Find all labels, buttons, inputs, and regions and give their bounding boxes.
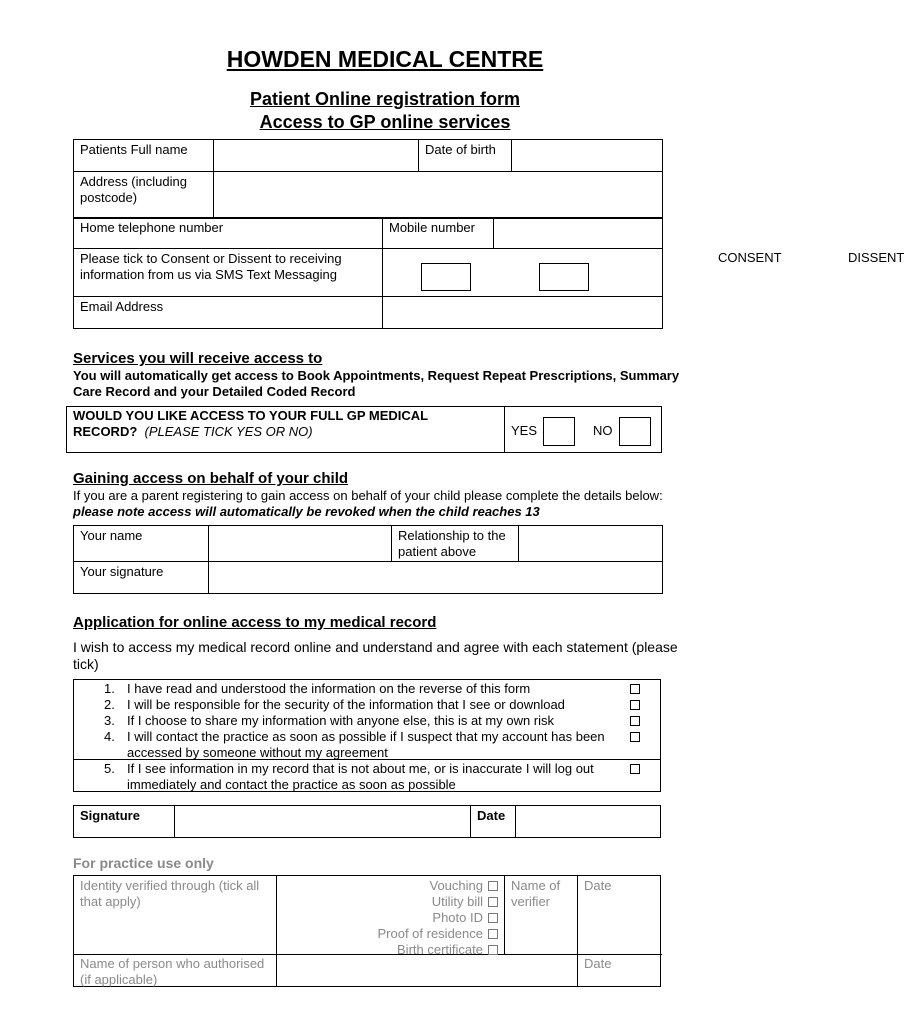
identity-option-checkbox[interactable]	[488, 945, 498, 955]
statement-checkbox[interactable]	[630, 764, 640, 774]
no-checkbox[interactable]	[619, 417, 651, 446]
your-name-field[interactable]	[209, 526, 392, 562]
statement-number: 3.	[104, 713, 115, 728]
dob-field[interactable]	[512, 140, 663, 172]
identity-option	[284, 910, 498, 926]
practice-date-label-2: Date	[584, 956, 612, 971]
statement-number: 1.	[104, 681, 115, 696]
identity-option	[284, 878, 498, 894]
statement-text: I will contact the practice as soon as possible if I suspect that my account has been accessed by someone without my agreement	[127, 729, 605, 760]
identity-option-label: Utility bill	[431, 894, 483, 909]
dissent-checkbox[interactable]	[539, 263, 589, 291]
identity-option	[284, 894, 498, 910]
identity-option-label: Birth certificate	[397, 942, 483, 957]
divider	[577, 876, 578, 987]
application-intro: I wish to access my medical record online and understand and agree with each statement (please tick)	[73, 639, 678, 672]
signature-field[interactable]	[175, 806, 471, 838]
your-signature-field[interactable]	[209, 562, 663, 594]
mobile-label: Mobile number	[383, 218, 494, 249]
home-phone-label: Home telephone number	[74, 218, 383, 249]
statement-text: I have read and understood the information on the reverse of this form	[127, 681, 531, 696]
identity-option-label: Vouching	[429, 878, 483, 893]
relationship-field[interactable]	[519, 526, 663, 562]
statement-checkbox[interactable]	[630, 684, 640, 694]
practice-date-label: Date	[584, 878, 612, 893]
full-name-label: Patients Full name	[74, 140, 214, 172]
statement-number: 4.	[104, 729, 115, 744]
dissent-label: DISSENT	[848, 250, 904, 265]
services-heading: Services you will receive access to	[73, 350, 323, 367]
consent-label: CONSENT	[718, 250, 782, 265]
verifier-label: Name of verifier	[511, 878, 561, 909]
child-access-heading: Gaining access on behalf of your child	[73, 470, 349, 487]
yes-label: YES	[511, 423, 538, 438]
statements-box	[73, 679, 661, 792]
divider	[504, 876, 505, 954]
your-signature-label: Your signature	[74, 562, 209, 594]
your-name-label: Your name	[74, 526, 209, 562]
services-description: You will automatically get access to Book Appointments, Request Repeat Prescriptions, Summary Care Record and your Detailed Coded Record	[73, 368, 680, 399]
statement-text: If I see information in my record that is not about me, or is inaccurate I will log out immediately and contact the practice as soon as possible	[127, 761, 594, 792]
relationship-label: Relationship to the patient above	[392, 526, 519, 562]
date-field[interactable]	[516, 806, 661, 838]
yes-checkbox[interactable]	[543, 417, 575, 446]
identity-option-checkbox[interactable]	[488, 881, 498, 891]
mobile-field[interactable]	[494, 218, 663, 249]
statement-number: 5.	[104, 761, 115, 776]
statement-number: 2.	[104, 697, 115, 712]
statement-checkbox[interactable]	[630, 716, 640, 726]
identity-label: Identity verified through (tick all that apply)	[80, 878, 260, 909]
divider	[276, 876, 277, 987]
identity-options	[284, 878, 498, 958]
signature-label: Signature	[74, 806, 175, 838]
full-record-question	[67, 407, 505, 453]
child-access-description	[73, 488, 693, 520]
identity-option-checkbox[interactable]	[488, 897, 498, 907]
child-access-text: If you are a parent registering to gain access on behalf of your child please complete the details below:	[73, 488, 663, 503]
identity-option-checkbox[interactable]	[488, 929, 498, 939]
email-field[interactable]	[383, 297, 663, 329]
authoriser-label: Name of person who authorised (if applicable)	[80, 956, 265, 987]
date-label: Date	[471, 806, 516, 838]
statement-checkbox[interactable]	[630, 700, 640, 710]
child-access-table	[73, 525, 663, 594]
identity-option	[284, 942, 498, 958]
address-field[interactable]	[214, 172, 663, 219]
full-record-question-text: WOULD YOU LIKE ACCESS TO YOUR FULL GP MEDICAL RECORD?	[73, 408, 428, 439]
practice-use-heading: For practice use only	[73, 855, 214, 871]
full-name-field[interactable]	[214, 140, 419, 172]
statement-text: I will be responsible for the security of the information that I see or download	[127, 697, 565, 712]
statement-checkbox[interactable]	[630, 732, 640, 742]
dob-label: Date of birth	[419, 140, 512, 172]
identity-option	[284, 926, 498, 942]
statement-text: If I choose to share my information with anyone else, this is at my own risk	[127, 713, 555, 728]
application-heading: Application for online access to my medical record	[73, 614, 437, 631]
full-record-question-hint: (PLEASE TICK YES OR NO)	[144, 423, 313, 439]
identity-option-checkbox[interactable]	[488, 913, 498, 923]
sms-consent-label: Please tick to Consent or Dissent to receiving information from us via SMS Text Messaging	[74, 249, 383, 297]
page-title: HOWDEN MEDICAL CENTRE	[226, 46, 544, 72]
form-title: Patient Online registration form	[249, 89, 521, 109]
identity-option-label: Proof of residence	[377, 926, 483, 941]
child-access-note: please note access will automatically be revoked when the child reaches 13	[73, 504, 540, 519]
no-label: NO	[593, 423, 613, 438]
practice-use-box	[73, 875, 661, 987]
identity-option-label: Photo ID	[432, 910, 483, 925]
form-subtitle: Access to GP online services	[259, 112, 511, 132]
address-label: Address (including postcode)	[74, 172, 214, 219]
signature-table	[73, 805, 661, 838]
email-label: Email Address	[74, 297, 383, 329]
consent-checkbox[interactable]	[421, 263, 471, 291]
